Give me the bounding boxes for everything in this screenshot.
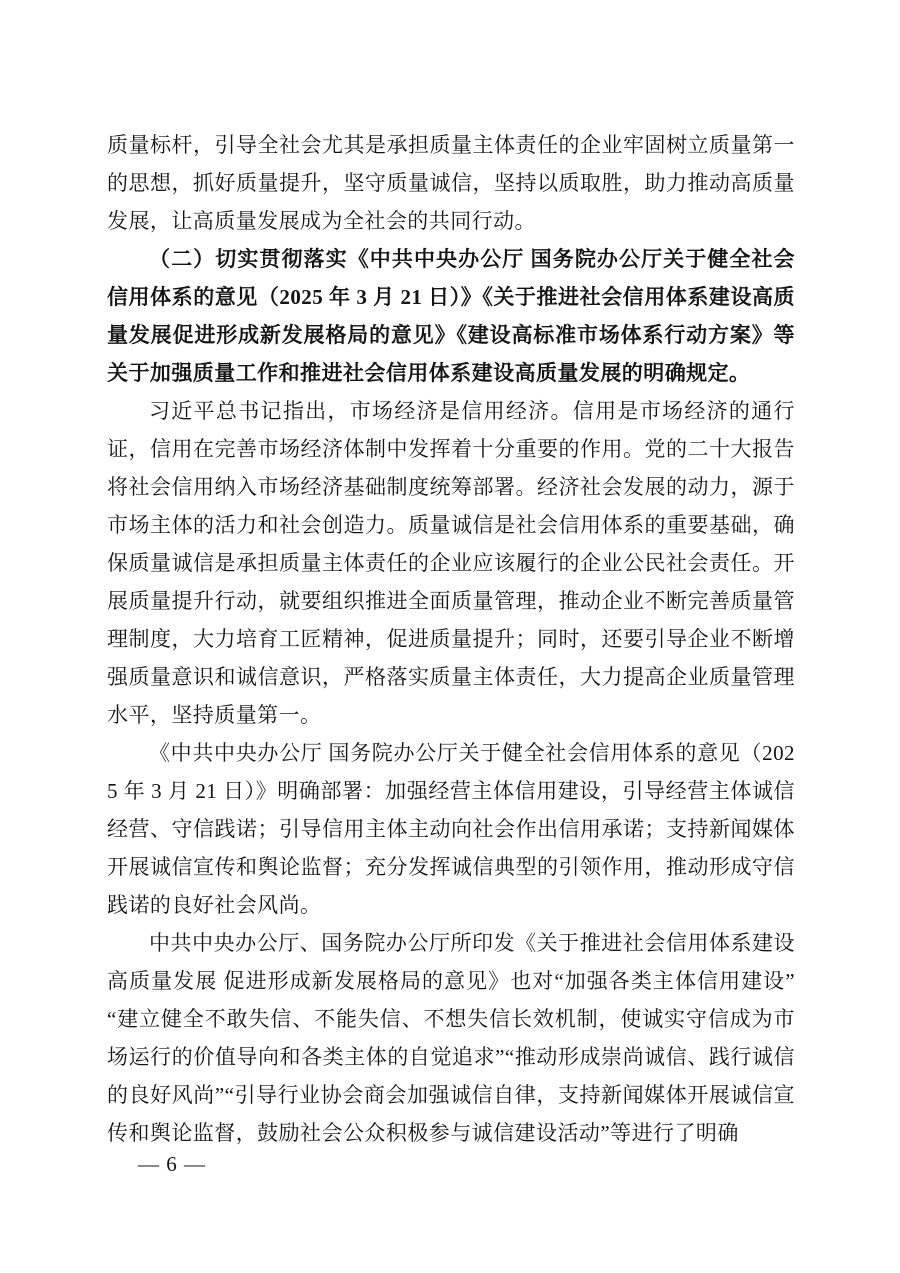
page-number: — 6 — bbox=[138, 1152, 206, 1176]
paragraph-credit-system-opinion-deployment: 《中共中央办公厅 国务院办公厅关于健全社会信用体系的意见（2025 年 3 月 21 日）》明确部署：加强经营主体信用建设，引导经营主体诚信经营、守信践诺；引导信用主体主动向社会作出信用承诺；支持新闻媒体开展诚信宣传和舆论监督；充分发挥诚信典型的引领作用，推动形成守信践诺的良好社会风尚。 bbox=[107, 741, 795, 917]
paragraph-section-heading-2: （二）切实贯彻落实《中共中央办公厅 国务院办公厅关于健全社会信用体系的意见（2025 年 3 月 21 日）》《关于推进社会信用体系建设高质量发展促进形成新发展格局的意见》《建设高标准市场体系行动方案》等关于加强质量工作和推进社会信用体系建设高质量发展的明确规定。 bbox=[107, 247, 795, 385]
paragraph-high-quality-development-opinion: 中共中央办公厅、国务院办公厅所印发《关于推进社会信用体系建设高质量发展 促进形成新发展格局的意见》也对“加强各类主体信用建设”“建立健全不敢失信、不能失信、不想失信长效机制，使诚实守信成为市场运行的价值导向和各类主体的自觉追求”“推动形成崇尚诚信、践行诚信的良好风尚”“引导行业协会商会加强诚信自律，支持新闻媒体开展诚信宣传和舆论监督，鼓励社会公众积极参与诚信建设活动”等进行了明确 bbox=[107, 931, 795, 1145]
paragraph-market-economy-credit: 习近平总书记指出，市场经济是信用经济。信用是市场经济的通行证，信用在完善市场经济体制中发挥着十分重要的作用。党的二十大报告将社会信用纳入市场经济基础制度统筹部署。经济社会发展的动力，源于市场主体的活力和社会创造力。质量诚信是社会信用体系的重要基础，确保质量诚信是承担质量主体责任的企业应该履行的企业公民社会责任。开展质量提升行动，就要组织推进全面质量管理，推动企业不断完善质量管理制度，大力培育工匠精神，促进质量提升；同时，还要引导企业不断增强质量意识和诚信意识，严格落实质量主体责任，大力提高企业质量管理水平，坚持质量第一。 bbox=[107, 399, 795, 727]
document-body bbox=[107, 126, 795, 1152]
paragraph-continuation: 质量标杆，引导全社会尤其是承担质量主体责任的企业牢固树立质量第一的思想，抓好质量提升，坚守质量诚信，坚持以质取胜，助力推动高质量发展，让高质量发展成为全社会的共同行动。 bbox=[107, 133, 795, 233]
